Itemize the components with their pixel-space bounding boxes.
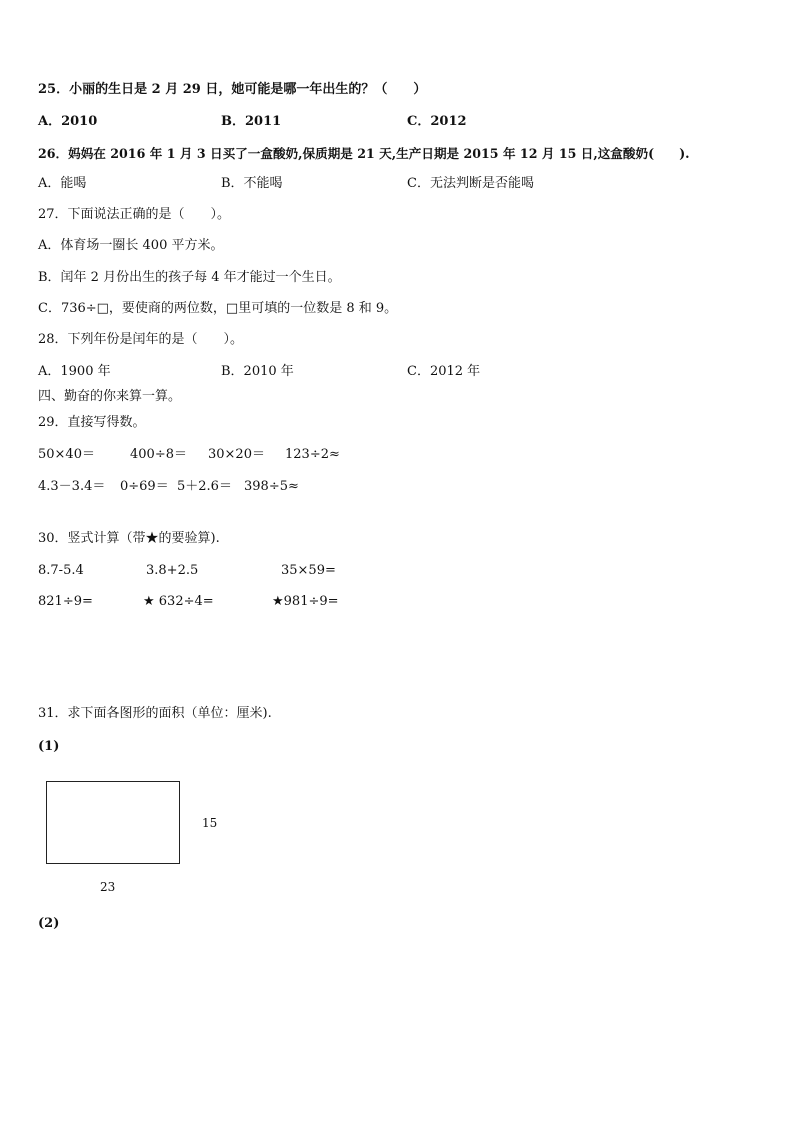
- q29-item-8: 398÷5≈: [244, 479, 299, 494]
- q25-stem: 25．小丽的生日是 2 月 29 日，她可能是哪一年出生的？（ ）: [38, 82, 427, 97]
- q27-stem: 27．下面说法正确的是（ ）。: [38, 207, 231, 222]
- q26-stem: 26．妈妈在 2016 年 1 月 3 日买了一盒酸奶,保质期是 21 天,生产日期是 2015 年 12 月 15 日,这盒酸奶( ).: [38, 146, 690, 161]
- q25-option-a: A．2010: [38, 114, 98, 129]
- q28-option-a: A．1900 年: [38, 364, 111, 379]
- q26-option-b: B．不能喝: [221, 176, 283, 191]
- q25-option-b: B．2011: [221, 114, 282, 129]
- q29-item-7: 5＋2.6＝: [177, 479, 232, 494]
- section-4-title: 四、勤奋的你来算一算。: [38, 389, 182, 404]
- q30-stem: 30．竖式计算（带★的要验算).: [38, 531, 220, 546]
- rectangle-height-label: 15: [202, 816, 218, 830]
- q26-option-c: C．无法判断是否能喝: [407, 176, 534, 191]
- rectangle-width-label: 23: [100, 880, 116, 894]
- q31-part-1-label: (1): [38, 739, 60, 754]
- q29-item-3: 30×20＝: [208, 447, 265, 462]
- q27-option-b: B．闰年 2 月份出生的孩子每 4 年才能过一个生日。: [38, 270, 341, 285]
- q28-stem: 28．下列年份是闰年的是（ ）。: [38, 332, 244, 347]
- q28-option-c: C．2012 年: [407, 364, 481, 379]
- q31-stem: 31．求下面各图形的面积（单位：厘米).: [38, 706, 272, 721]
- q27-option-a: A．体育场一圈长 400 平方米。: [38, 238, 224, 253]
- rectangle-figure: [46, 781, 180, 864]
- q30-item-6: ★981÷9=: [272, 594, 339, 609]
- q31-part-2-label: (2): [38, 916, 60, 931]
- q28-option-b: B．2010 年: [221, 364, 294, 379]
- q25-option-c: C．2012: [407, 114, 467, 129]
- q26-option-a: A．能喝: [38, 176, 87, 191]
- q29-item-1: 50×40＝: [38, 447, 95, 462]
- q30-item-5: ★ 632÷4=: [143, 594, 214, 609]
- q29-item-4: 123÷2≈: [285, 447, 340, 462]
- q29-stem: 29．直接写得数。: [38, 415, 146, 430]
- q27-option-c: C．736÷□，要使商的两位数，□里可填的一位数是 8 和 9。: [38, 301, 398, 316]
- q30-item-2: 3.8+2.5: [146, 563, 199, 578]
- q29-item-6: 0÷69＝: [120, 479, 169, 494]
- q30-item-4: 821÷9=: [38, 594, 93, 609]
- q29-item-5: 4.3－3.4＝: [38, 479, 106, 494]
- q29-item-2: 400÷8＝: [130, 447, 187, 462]
- q30-item-3: 35×59=: [281, 563, 336, 578]
- q30-item-1: 8.7-5.4: [38, 563, 84, 578]
